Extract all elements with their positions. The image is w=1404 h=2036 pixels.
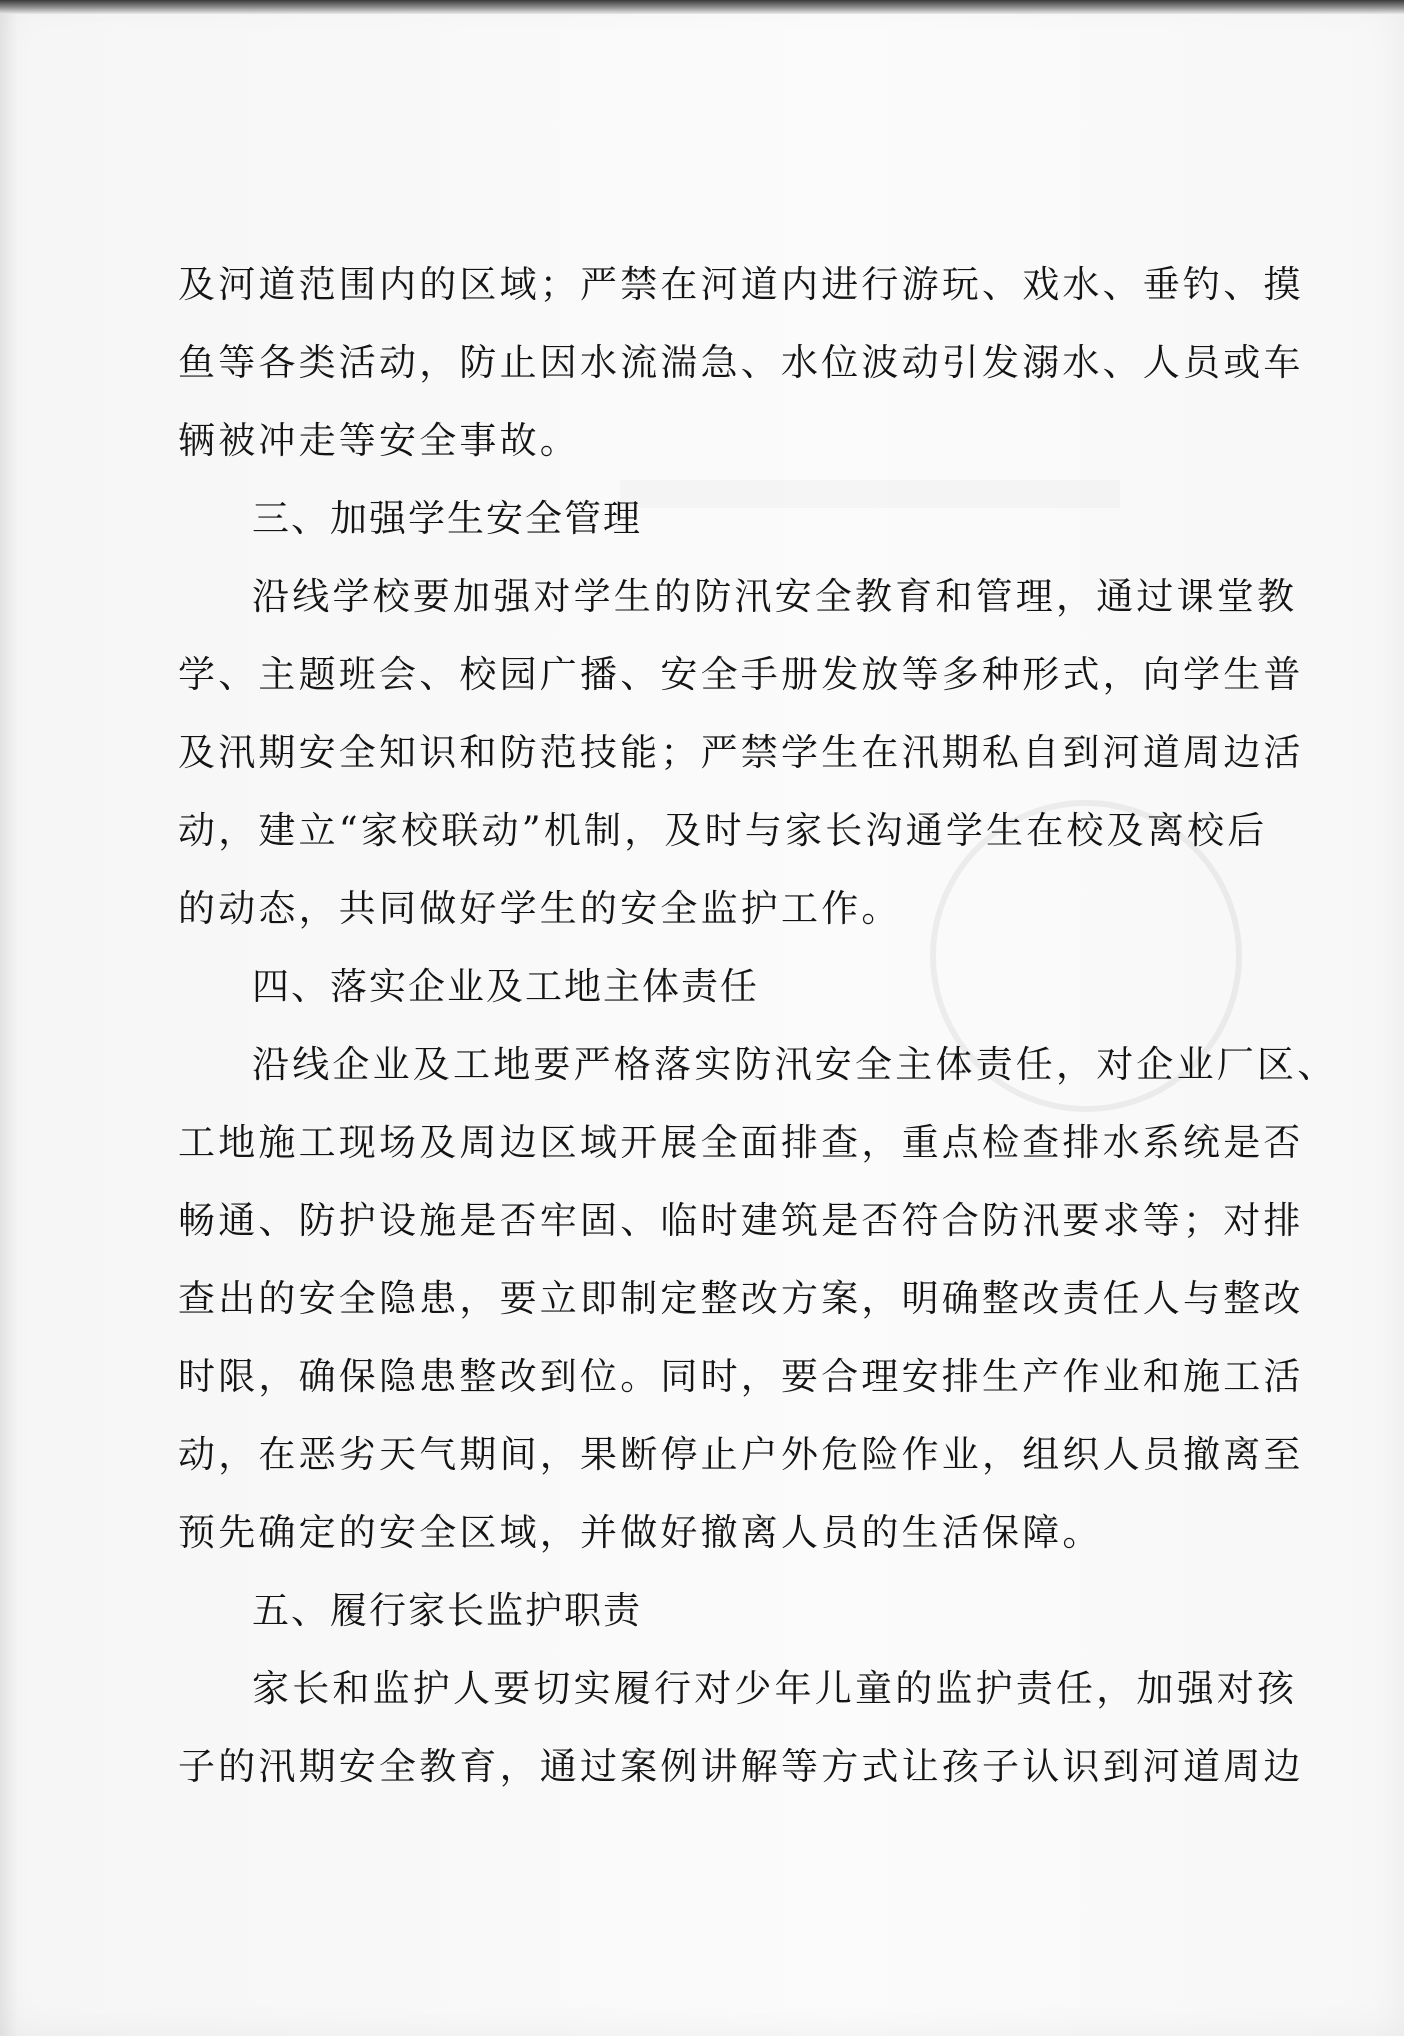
body-text-line: 学、主题班会、校园广播、安全手册发放等多种形式，向学生普 [178, 653, 1304, 696]
body-text-line: 子的汛期安全教育，通过案例讲解等方式让孩子认识到河道周边 [178, 1745, 1304, 1788]
body-text-line: 及汛期安全知识和防范技能；严禁学生在汛期私自到河道周边活 [178, 731, 1304, 774]
section-heading-3: 三、加强学生安全管理 [252, 497, 642, 540]
page-top-edge [0, 0, 1404, 14]
body-text-line: 沿线企业及工地要严格落实防汛安全主体责任，对企业厂区、 [252, 1043, 1338, 1086]
body-text-line: 沿线学校要加强对学生的防汛安全教育和管理，通过课堂教 [252, 575, 1298, 618]
body-text-line: 畅通、防护设施是否牢固、临时建筑是否符合防汛要求等；对排 [178, 1199, 1304, 1242]
body-text-line: 及河道范围内的区域；严禁在河道内进行游玩、戏水、垂钓、摸 [178, 263, 1304, 306]
body-text-line: 预先确定的安全区域，并做好撤离人员的生活保障。 [178, 1511, 1103, 1554]
body-text-line: 鱼等各类活动，防止因水流湍急、水位波动引发溺水、人员或车 [178, 341, 1304, 384]
body-text-line: 时限，确保隐患整改到位。同时，要合理安排生产作业和施工活 [178, 1355, 1304, 1398]
document-body [178, 246, 1338, 1806]
body-text-line: 查出的安全隐患，要立即制定整改方案，明确整改责任人与整改 [178, 1277, 1304, 1320]
section-heading-4: 四、落实企业及工地主体责任 [252, 965, 759, 1008]
body-text-line: 的动态，共同做好学生的安全监护工作。 [178, 887, 902, 930]
body-text-line: 工地施工现场及周边区域开展全面排查，重点检查排水系统是否 [178, 1121, 1304, 1164]
body-text-line: 辆被冲走等安全事故。 [178, 419, 580, 462]
body-text-line: 家长和监护人要切实履行对少年儿童的监护责任，加强对孩 [252, 1667, 1298, 1710]
body-text-line: 动，建立“家校联动”机制，及时与家长沟通学生在校及离校后 [178, 809, 1268, 852]
section-heading-5: 五、履行家长监护职责 [252, 1589, 642, 1632]
body-text-line: 动，在恶劣天气期间，果断停止户外危险作业，组织人员撤离至 [178, 1433, 1304, 1476]
